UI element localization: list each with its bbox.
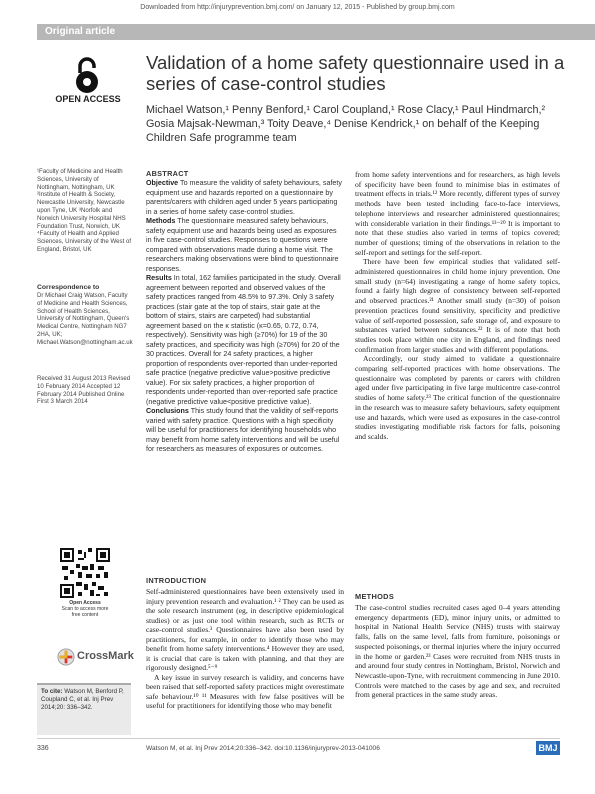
citation-box (37, 683, 131, 735)
correspondence-details: Dr Michael Craig Watson, Faculty of Medicine and Health Sciences, School of Health Sciences, University of Nottingham, Queen's Medical Centre, Nottingham NG7 2HA, UK; Michael.Watson@nottingham.ac.uk (37, 292, 133, 346)
correspondence-heading: Correspondence to (37, 284, 100, 291)
crossmark-label[interactable]: CrossMark (77, 650, 134, 662)
qr-code-icon[interactable] (60, 548, 110, 598)
abstract-heading: ABSTRACT (146, 169, 189, 178)
publication-dates: Received 31 August 2013 Revised 10 February 2014 Accepted 12 February 2014 Published Online First 3 March 2014 (37, 375, 131, 406)
abstract-body (146, 179, 342, 455)
abstract-methods: The questionnaire measured safety behaviours, safety equipment use and hazards being used as exposures in five case-control studies. Responses to questions were compared with observations made during a home visit. The researchers making observations were blind to questionnaire responses. (146, 217, 339, 273)
methods-text: The case-control studies recruited cases aged 0–4 years attending emergency departments (ED), minor injury units, or admitted to hospital in National Health Service (NHS) trusts with stairway falls, falls on the same level, falls from furniture, poisonings or suspected poisonings, or thermal injuries where the injury occurred in the home or garden.²³ Cases were recruited from NHS trusts in and around four study centres in Nottingham, Bristol, Norwich and Newcastle-upon-Tyne, with recruitment commencing in June 2010. Controls were matched to the cases by age and sex, and recruited from general practices in the same study areas. (355, 603, 560, 700)
crossmark-icon[interactable] (57, 648, 75, 666)
introduction-text (146, 587, 344, 711)
abstract-results: In total, 162 families participated in the study. Overall agreement between reported and observed values of the safety practices ranged from 48.5% to 97.3%. Only 3 safety practices (stair gate at the top of stairs, stair gate at the bottom of stairs, stairs are carpeted) had substantial agreement based on the κ statistic (κ=0.65, 0.72, 0.74, respectively). Sensitivity was high (≥70%) for 19 of the 30 safety practices, and specificity was high (≥70%) for 20 of the 30 practices. Overall for 24 safety practices, a higher proportion of respondents over-reported than under-reported safe practice (negative predictive value>positive predictive value). For six safety practices, a higher proportion of respondents under-reported than over-reported safe practice (negative predictive value<positive predictive value). (146, 274, 341, 406)
paragraph: Accordingly, our study aimed to validate a questionnaire comparing self-reported practices with home observations. The questionnaire was completed by parents or carers with children aged under five participating in five large multicentre case-control studies of home safety.²³ The critical function of the questionnaire in the research was to measure safety behaviours, safety equipment use and hazards, which were used as exposures in the case-control studies investigating modifiable risk factors for falls, poisoning and scalds. (355, 354, 560, 441)
page-number: 336 (37, 745, 49, 752)
article-title: Validation of a home safety questionnaire used in a series of case-control studies (146, 52, 565, 94)
affiliations: ¹Faculty of Medicine and Health Sciences, University of Nottingham, Nottingham, UK ²Institute of Health & Society, Newcastle University, Newcastle upon Tyne, UK ³Norfolk and Norwich University Hospital NHS Foundation Trust, Norwich, UK ⁴Faculty of Health and Applied Sciences, University of the West of England, Bristol, UK (37, 168, 132, 253)
paragraph: There have been few empirical studies that validated self-administered questionnaires in child home injury prevention. One small study (n=64) investigating a range of home safety topics, found a fairly high degree of consistency between self-reported and observed practices.²¹ Another small study (n=30) of poison prevention practices found sensitivity, specificity and predictive value of self-reported possession, safe storage of, and exposure to substances varied between substances.²² It is of note that both studies took place within one city in England, and findings need confirmation from larger studies and with different populations. (355, 257, 560, 354)
abstract-results-label: Results (146, 274, 172, 282)
paragraph: Self-administered questionnaires have been extensively used in injury prevention research and evaluation.¹ ² They can be used as the sole research instrument (eg, in descriptive epidemiological studies) or as just one tool within research, such as RCTs or case-control studies.³ Questionnaires have also been used by practitioners, for example, in order to identify those who may benefit from home safety interventions.⁴ However they are used, it is crucial that care is taken with planning, and that they are rigorously designed.⁵⁻⁹ (146, 587, 344, 672)
download-notice: Downloaded from http://injuryprevention.bmj.com/ on January 12, 2015 - Published by group.bmj.com (140, 4, 455, 11)
abstract-objective-label: Objective (146, 179, 179, 187)
section-label: Original article (45, 26, 116, 37)
abstract-conclusions-label: Conclusions (146, 407, 189, 415)
qr-caption (48, 600, 122, 618)
section-bar (37, 24, 595, 40)
abstract-methods-label: Methods (146, 217, 176, 225)
abstract-objective: To measure the validity of safety behaviours, safety equipment use and hazards reported on a questionnaire by parents/carers with children aged under 5 years participating in a series of home safety case-control studies. (146, 179, 342, 216)
qr-caption-line: free content (71, 612, 99, 618)
footer-divider (37, 738, 560, 739)
abstract-conclusions: This study found that the validity of self-reports varied with safety practice. Questions with a high specificity will be useful for practitioners for identifying households who may benefit from home safety interventions and will be useful for researchers as measures of exposures or outcomes. (146, 407, 340, 453)
footer-citation: Watson M, et al. Inj Prev 2014;20:336–342. doi:10.1136/injuryprev-2013-041006 (146, 745, 380, 752)
introduction-heading: INTRODUCTION (146, 576, 207, 585)
paragraph: from home safety interventions and for researchers, as high levels of specificity have been found to minimise bias in estimates of treatment effects in trials.¹² More recently, different types of survey methods have been tested including face-to-face interviews, telephone interviews and researcher administered questionnaires; with considerable variation in their findings.¹³⁻²⁰ It is important to note that these studies also varied in terms of topics covered; number of questions; timing of the observations in relation to the self-report and settings for the self-report. (355, 170, 560, 257)
author-list: Michael Watson,¹ Penny Benford,¹ Carol Coupland,¹ Rose Clacy,¹ Paul Hindmarch,² Gosia Majsak-Newman,³ Toity Deave,⁴ Denise Kendrick,¹ on behalf of the Keeping Children Safe programme team (146, 104, 546, 144)
right-column-text (355, 170, 560, 442)
qr-caption-line: Open Access (69, 600, 101, 606)
cite-text: Watson M, Benford P, Coupland C, et al. Inj Prev 2014;20: 336–342. (41, 688, 124, 711)
methods-heading: METHODS (355, 592, 395, 601)
open-access-lock-icon (67, 55, 107, 95)
qr-caption-line: Scan to access more (61, 606, 109, 612)
cite-label: To cite: (41, 688, 63, 695)
paragraph: A key issue in survey research is validity, and concerns have been raised that self-reported safety practices might overestimate safe behaviour.¹⁰ ¹¹ Measures with few false positives will be useful for practitioners for identifying those who may benefit (146, 672, 344, 710)
bmj-logo: BMJ (536, 741, 560, 755)
open-access-label: OPEN ACCESS (55, 94, 121, 104)
